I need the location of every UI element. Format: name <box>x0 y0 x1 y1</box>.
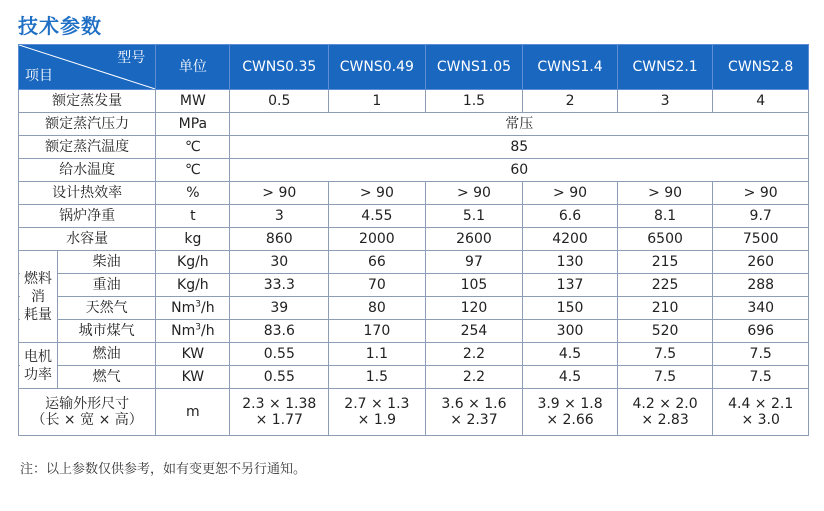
cell: 1.5 <box>425 90 523 113</box>
cell: > 90 <box>425 182 523 205</box>
unit-tail: /h <box>200 323 215 339</box>
row-unit: Kg/h <box>156 274 230 297</box>
row-label: 设计热效率 <box>19 182 156 205</box>
cell: 6.6 <box>523 205 618 228</box>
row-unit: kg <box>156 228 230 251</box>
page-title: 技术参数 <box>18 14 102 38</box>
motor-group-label <box>20 344 57 388</box>
motor-group-line: 功率 <box>24 366 52 383</box>
cell: 5.1 <box>425 205 523 228</box>
row-label: 燃气 <box>92 369 121 385</box>
header-model: CWNS1.05 <box>425 45 523 90</box>
fuel-group-line: 消 <box>31 288 45 305</box>
table-row <box>19 136 809 159</box>
cell: 520 <box>617 320 713 343</box>
table-row <box>19 182 809 205</box>
unit-tail: /h <box>200 300 215 316</box>
cell: 860 <box>230 228 329 251</box>
dim-line2: × 1.77 <box>255 412 303 428</box>
cell: 2 <box>523 90 618 113</box>
merged-cell: 85 <box>230 136 809 159</box>
dim-line1: 2.3 × 1.38 <box>242 396 317 412</box>
row-unit: t <box>156 205 230 228</box>
header-row <box>19 45 809 90</box>
cell: > 90 <box>713 182 809 205</box>
cell: 120 <box>425 297 523 320</box>
fuel-group-line: 耗量 <box>24 306 52 323</box>
dim-line2: × 2.66 <box>546 412 594 428</box>
header-corner-cell <box>19 45 156 90</box>
table-row <box>19 320 809 343</box>
row-label: 锅炉净重 <box>19 205 156 228</box>
cell: 0.55 <box>230 366 329 389</box>
dim-line2: × 3.0 <box>741 412 780 428</box>
cell <box>230 389 329 436</box>
cell: 2600 <box>425 228 523 251</box>
cell: 340 <box>713 297 809 320</box>
merged-cell: 常压 <box>230 113 809 136</box>
cell: 150 <box>523 297 618 320</box>
table-row <box>19 228 809 251</box>
cell: 33.3 <box>230 274 329 297</box>
cell: 39 <box>230 297 329 320</box>
cell: 1.5 <box>329 366 426 389</box>
spec-table <box>18 44 809 436</box>
cell: 260 <box>713 251 809 274</box>
row-unit <box>156 297 230 320</box>
dimensions-label-line1: 运输外形尺寸 <box>45 396 130 412</box>
motor-group-line: 电机 <box>24 348 52 365</box>
cell: 70 <box>329 274 426 297</box>
unit-base: Nm <box>171 300 196 316</box>
row-label: 重油 <box>92 277 121 293</box>
dim-line2: × 1.9 <box>357 412 397 428</box>
header-unit: 单位 <box>156 45 230 90</box>
header-model: CWNS0.35 <box>230 45 329 90</box>
cell: 170 <box>329 320 426 343</box>
cell: 4.5 <box>523 366 618 389</box>
cell <box>523 389 618 436</box>
cell: 97 <box>425 251 523 274</box>
cell: 30 <box>230 251 329 274</box>
row-label: 水容量 <box>19 228 156 251</box>
cell <box>425 389 523 436</box>
dim-line1: 2.7 × 1.3 <box>344 396 410 412</box>
cell <box>617 389 713 436</box>
unit-sup: 3 <box>195 299 201 310</box>
header-model-label: 型号 <box>117 50 146 66</box>
cell: 300 <box>523 320 618 343</box>
header-model: CWNS2.1 <box>617 45 713 90</box>
cell: 130 <box>523 251 618 274</box>
table-row <box>19 251 809 274</box>
cell: 83.6 <box>230 320 329 343</box>
cell: 288 <box>713 274 809 297</box>
table-row <box>19 113 809 136</box>
row-label: 额定蒸发量 <box>19 90 156 113</box>
cell: 2.2 <box>425 366 523 389</box>
cell: 1 <box>329 90 426 113</box>
cell: 4200 <box>523 228 618 251</box>
cell: 7.5 <box>713 343 809 366</box>
header-item-label: 项目 <box>25 68 53 84</box>
cell: 2000 <box>329 228 426 251</box>
cell: 137 <box>523 274 618 297</box>
dim-line1: 4.2 × 2.0 <box>632 396 698 412</box>
cell: 9.7 <box>713 205 809 228</box>
fuel-group-line: 燃料 <box>24 270 52 287</box>
cell: 4.55 <box>329 205 426 228</box>
cell: 696 <box>713 320 809 343</box>
row-unit: % <box>156 182 230 205</box>
cell: 8.1 <box>617 205 713 228</box>
unit-base: Nm <box>171 323 196 339</box>
dim-line2: × 2.37 <box>450 412 498 428</box>
row-label: 柴油 <box>92 254 121 270</box>
cell: > 90 <box>617 182 713 205</box>
row-label: 给水温度 <box>19 159 156 182</box>
header-model: CWNS2.8 <box>713 45 809 90</box>
row-label: 城市煤气 <box>78 323 135 339</box>
row-unit <box>156 320 230 343</box>
cell: 4.5 <box>523 343 618 366</box>
cell: > 90 <box>329 182 426 205</box>
table-row <box>19 297 809 320</box>
row-label: 天然气 <box>85 300 128 316</box>
dim-line1: 4.4 × 2.1 <box>728 396 794 412</box>
dim-line2: × 2.83 <box>641 412 689 428</box>
cell <box>713 389 809 436</box>
cell: 7.5 <box>713 366 809 389</box>
cell: > 90 <box>523 182 618 205</box>
dim-line1: 3.9 × 1.8 <box>537 396 603 412</box>
fuel-group-label <box>20 252 57 342</box>
cell: 3 <box>230 205 329 228</box>
footnote: 注：以上参数仅供参考，如有变更恕不另行通知。 <box>20 462 307 477</box>
cell: 215 <box>617 251 713 274</box>
row-unit: MPa <box>156 113 230 136</box>
cell: 2.2 <box>425 343 523 366</box>
cell: 0.5 <box>230 90 329 113</box>
row-label: 额定蒸汽压力 <box>19 113 156 136</box>
cell: 4 <box>713 90 809 113</box>
cell: 225 <box>617 274 713 297</box>
header-model: CWNS1.4 <box>523 45 618 90</box>
table-row <box>19 205 809 228</box>
dim-line1: 3.6 × 1.6 <box>441 396 507 412</box>
cell: 3 <box>617 90 713 113</box>
row-unit: Kg/h <box>156 251 230 274</box>
row-label: 燃油 <box>92 346 121 362</box>
cell: 1.1 <box>329 343 426 366</box>
row-unit: KW <box>156 366 230 389</box>
row-unit: ℃ <box>156 159 230 182</box>
cell: 7.5 <box>617 366 713 389</box>
cell: 105 <box>425 274 523 297</box>
cell: 210 <box>617 297 713 320</box>
table-row <box>19 90 809 113</box>
merged-cell: 60 <box>230 159 809 182</box>
table-row <box>19 343 809 366</box>
table-row <box>19 366 809 389</box>
cell: 7500 <box>713 228 809 251</box>
table-row <box>19 274 809 297</box>
header-model: CWNS0.49 <box>329 45 426 90</box>
cell: 254 <box>425 320 523 343</box>
cell: 66 <box>329 251 426 274</box>
row-label: 额定蒸汽温度 <box>19 136 156 159</box>
unit-sup: 3 <box>195 322 201 333</box>
row-unit: ℃ <box>156 136 230 159</box>
cell: 7.5 <box>617 343 713 366</box>
cell: > 90 <box>230 182 329 205</box>
dimensions-label <box>19 389 156 436</box>
cell: 6500 <box>617 228 713 251</box>
cell <box>329 389 426 436</box>
table-row <box>19 389 809 436</box>
row-unit: m <box>156 389 230 436</box>
row-unit: MW <box>156 90 230 113</box>
row-unit: KW <box>156 343 230 366</box>
table-row <box>19 159 809 182</box>
cell: 0.55 <box>230 343 329 366</box>
dimensions-label-line2: （长 × 宽 × 高） <box>31 412 143 428</box>
cell: 80 <box>329 297 426 320</box>
